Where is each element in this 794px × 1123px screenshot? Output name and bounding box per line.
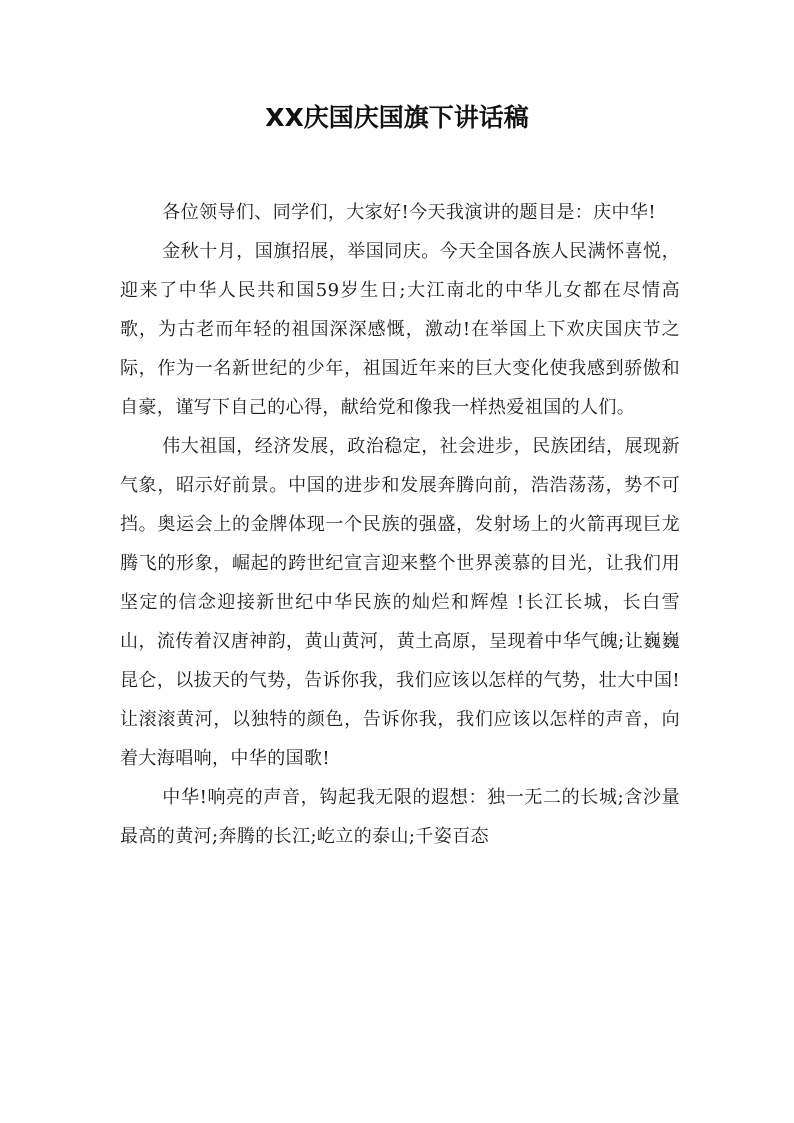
paragraph-china-voice: 中华!响亮的声音，钩起我无限的遐想：独一无二的长城;含沙量最高的黄河;奔腾的长江;屹立的泰山;千姿百态	[120, 787, 680, 847]
paragraph-national-day: 金秋十月，国旗招展，举国同庆。今天全国各族人民满怀喜悦，迎来了中华人民共和国59岁生日;大江南北的中华儿女都在尽情高歌，为古老而年轻的祖国深深感慨，激动!在举国上下欢庆国庆节之际，作为一名新世纪的少年，祖国近年来的巨大变化使我感到骄傲和自豪，谨写下自己的心得，献给党和像我一样热爱祖国的人们。	[120, 241, 680, 418]
paragraph-greeting: 各位领导们、同学们，大家好!今天我演讲的题目是：庆中华!	[162, 202, 656, 223]
document-body	[120, 193, 680, 856]
paragraph-great-motherland: 伟大祖国，经济发展，政治稳定，社会进步，民族团结，展现新气象，昭示好前景。中国的进步和发展奔腾向前，浩浩荡荡，势不可挡。奥运会上的金牌体现一个民族的强盛，发射场上的火箭再现巨龙腾飞的形象，崛起的跨世纪宣言迎来整个世界羡慕的目光，让我们用坚定的信念迎接新世纪中华民族的灿烂和辉煌 !长江长城，长白雪山，流传着汉唐神韵，黄山黄河，黄土高原，呈现着中华气魄;让巍巍昆仑，以拔天的气势，告诉你我，我们应该以怎样的气势，壮大中国!让滚滚黄河，以独特的颜色，告诉你我，我们应该以怎样的声音，向着大海唱响，中华的国歌!	[120, 436, 680, 769]
document-title: XX庆国庆国旗下讲话稿	[265, 103, 529, 132]
